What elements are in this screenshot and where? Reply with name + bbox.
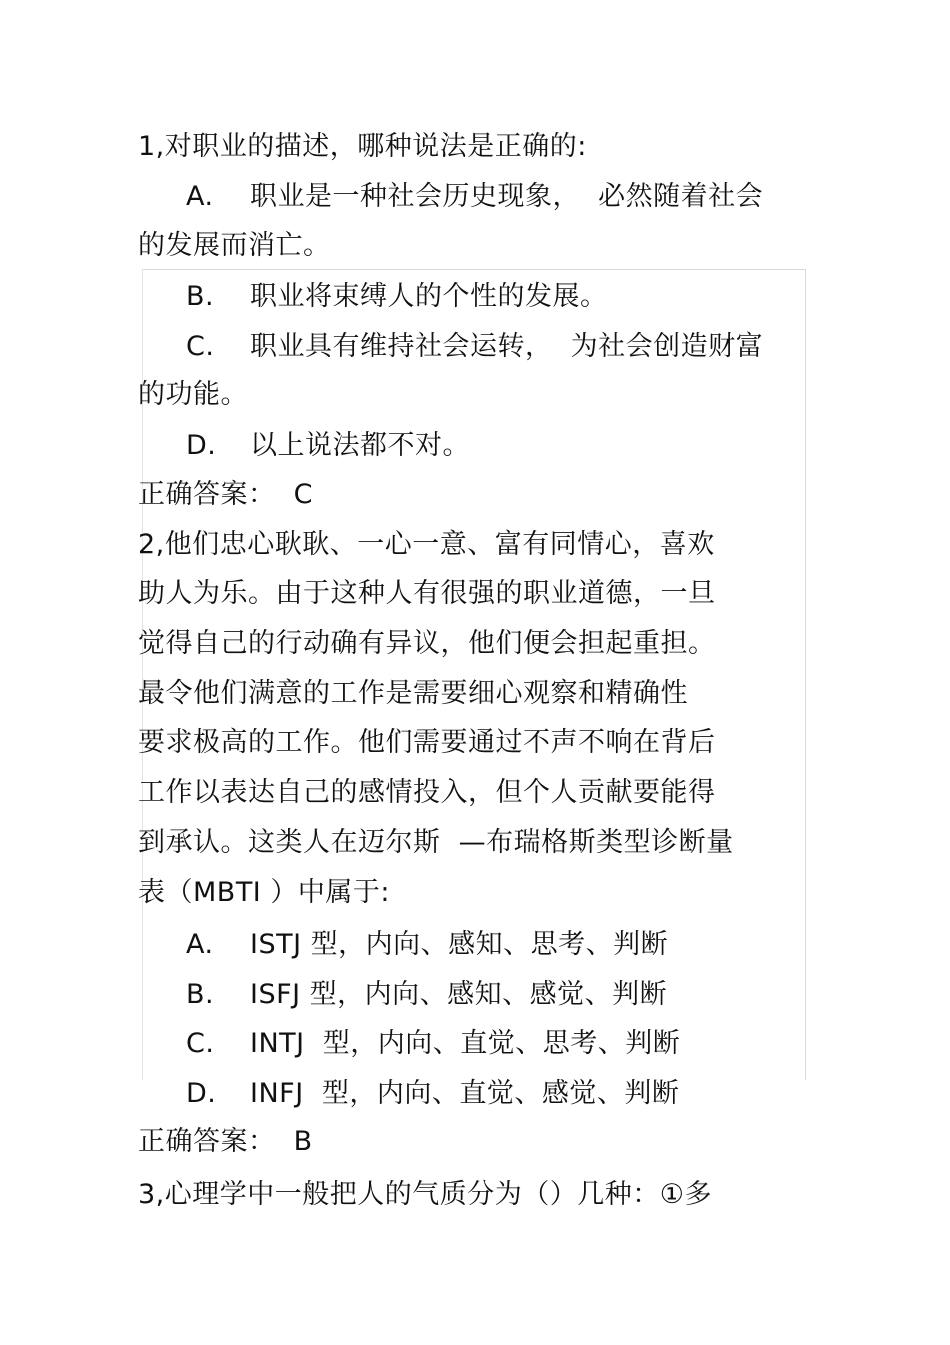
question-2-stem-line: 2,他们忠心耿耿、一心一意、富有同情心，喜欢 bbox=[138, 529, 715, 560]
option-letter: B. bbox=[186, 281, 215, 312]
question-1-option-c-continued: 的功能。 bbox=[138, 379, 248, 410]
question-1-option-a bbox=[186, 180, 763, 214]
option-letter: C. bbox=[186, 1028, 215, 1059]
option-text: ISFJ 型，内向、感知、感觉、判断 bbox=[250, 979, 668, 1010]
question-1-option-a-continued: 的发展而消亡。 bbox=[138, 230, 331, 261]
question-2-option-b bbox=[186, 978, 667, 1012]
option-text: INFJ 型，内向、直觉、感觉、判断 bbox=[250, 1078, 680, 1109]
option-text: 职业将束缚人的个性的发展。 bbox=[250, 281, 608, 312]
option-text: 以上说法都不对。 bbox=[250, 430, 470, 461]
question-2-stem-line: 表（MBTI ）中属于: bbox=[138, 877, 390, 908]
question-1-answer: 正确答案： C bbox=[138, 479, 314, 510]
question-2-stem-line: 要求极高的工作。他们需要通过不声不响在背后 bbox=[138, 727, 716, 758]
question-2-stem-line: 到承认。这类人在迈尔斯 —布瑞格斯类型诊断量 bbox=[138, 827, 734, 858]
question-1-option-c bbox=[186, 330, 763, 364]
question-1-option-d bbox=[186, 429, 470, 463]
question-1-stem: 1,对职业的描述，哪种说法是正确的: bbox=[138, 131, 587, 162]
option-letter: C. bbox=[186, 331, 215, 362]
question-1-option-b bbox=[186, 280, 608, 314]
option-text: 职业具有维持社会运转， 为社会创造财富 bbox=[250, 331, 764, 362]
question-2-option-d bbox=[186, 1077, 679, 1111]
question-2-option-c bbox=[186, 1027, 680, 1061]
question-2-answer: 正确答案： B bbox=[138, 1126, 313, 1157]
option-text: INTJ 型，内向、直觉、思考、判断 bbox=[250, 1028, 681, 1059]
question-2-option-a bbox=[186, 928, 668, 962]
option-letter: A. bbox=[186, 929, 214, 960]
question-2-stem-line: 最令他们满意的工作是需要细心观察和精确性 bbox=[138, 678, 688, 709]
option-text: ISTJ 型，内向、感知、思考、判断 bbox=[250, 929, 669, 960]
option-letter: D. bbox=[186, 430, 217, 461]
option-letter: D. bbox=[186, 1078, 217, 1109]
question-3-stem: 3,心理学中一般把人的气质分为（）几种：①多 bbox=[138, 1179, 712, 1210]
option-letter: A. bbox=[186, 181, 214, 212]
option-letter: B. bbox=[186, 979, 215, 1010]
question-2-stem-line: 觉得自己的行动确有异议，他们便会担起重担。 bbox=[138, 628, 716, 659]
option-text: 职业是一种社会历史现象， 必然随着社会 bbox=[250, 181, 764, 212]
question-2-stem-line: 助人为乐。由于这种人有很强的职业道德，一旦 bbox=[138, 578, 716, 609]
question-2-stem-line: 工作以表达自己的感情投入，但个人贡献要能得 bbox=[138, 777, 716, 808]
